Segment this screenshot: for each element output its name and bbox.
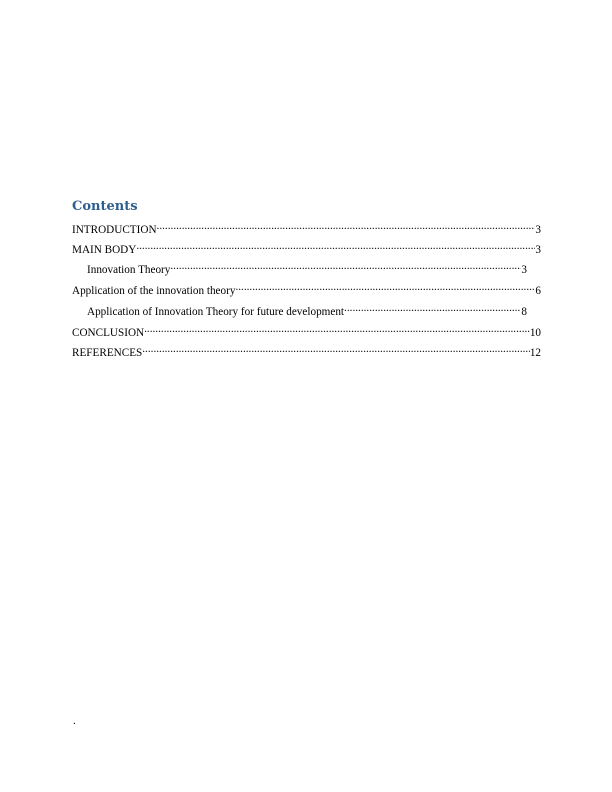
- toc-entry-title: Application of Innovation Theory for future development: [87, 306, 345, 318]
- toc-entry-innovation-theory[interactable]: [87, 259, 527, 276]
- toc-dot-leader: [235, 280, 535, 294]
- toc-entry-references[interactable]: [72, 342, 541, 359]
- toc-entry-application-of-innovation-theory[interactable]: [72, 280, 541, 297]
- toc-entry-conclusion[interactable]: [72, 322, 541, 339]
- toc-entry-title: REFERENCES: [72, 347, 143, 359]
- toc-dot-leader: [170, 259, 521, 273]
- toc-heading: Contents: [72, 199, 138, 214]
- toc-page-number: 6: [535, 285, 541, 297]
- toc-entry-title: CONCLUSION: [72, 327, 145, 339]
- toc-page-number: 3: [535, 244, 541, 256]
- toc-page-number: 3: [521, 264, 527, 276]
- toc-dot-leader: [344, 301, 521, 315]
- toc-entry-introduction[interactable]: [72, 219, 541, 236]
- toc-entry-main-body[interactable]: [72, 239, 541, 256]
- toc-dot-leader: [144, 322, 530, 336]
- toc-page-number: 10: [529, 327, 541, 339]
- toc-dot-leader: [136, 239, 535, 253]
- toc-page-number: 12: [529, 347, 541, 359]
- toc-page-number: 8: [521, 306, 527, 318]
- toc-entry-future-development[interactable]: [87, 301, 527, 318]
- footer-mark: .: [73, 715, 76, 727]
- toc-entry-title: Innovation Theory: [87, 264, 171, 276]
- toc-dot-leader: [142, 342, 530, 356]
- toc-entry-title: INTRODUCTION: [72, 224, 157, 236]
- toc-entry-title: Application of the innovation theory: [72, 285, 236, 297]
- toc-page-number: 3: [535, 224, 541, 236]
- toc-entry-title: MAIN BODY: [72, 244, 137, 256]
- toc-dot-leader: [157, 219, 536, 233]
